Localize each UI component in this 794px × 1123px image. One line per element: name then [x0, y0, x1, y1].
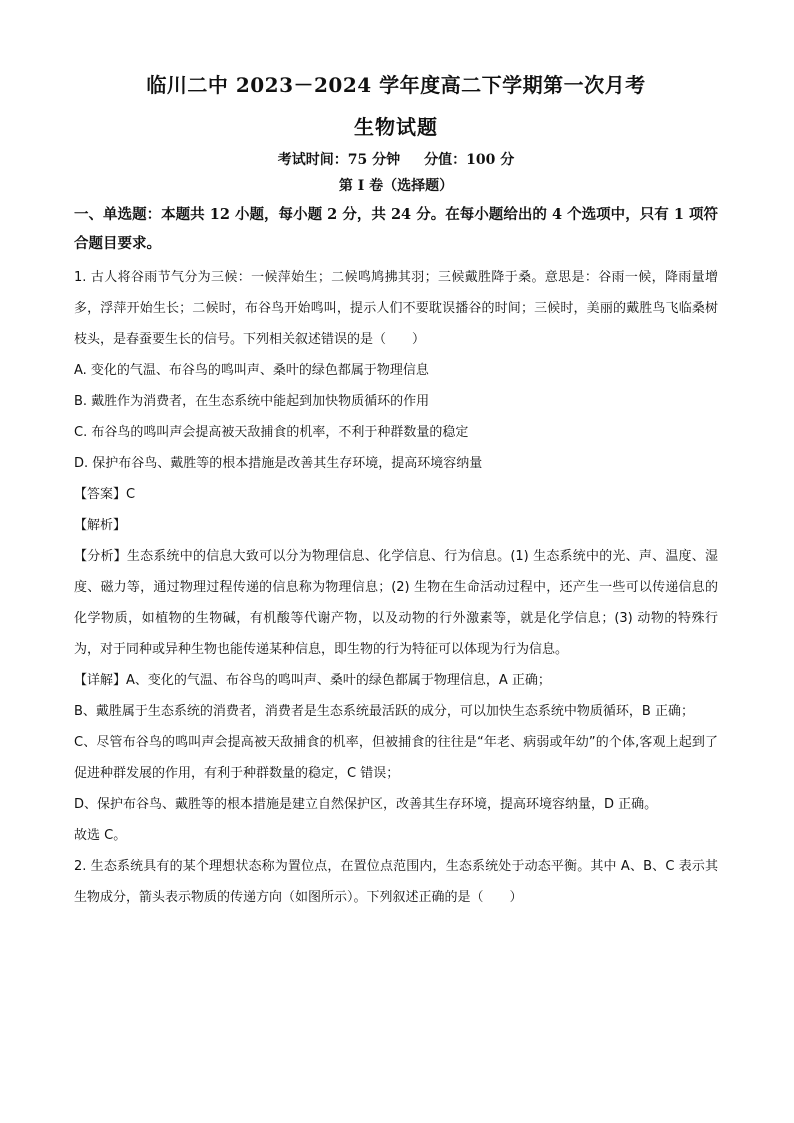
question-1-detail-d: D、保护布谷鸟、戴胜等的根本措施是建立自然保护区，改善其生存环境，提高环境容纳量，D 正确。 [74, 797, 658, 812]
question-1-option-d: D. 保护布谷鸟、戴胜等的根本措施是改善其生存环境，提高环境容纳量 [74, 456, 483, 471]
exam-time: 考试时间：75 分钟 [277, 152, 401, 168]
exam-title: 临川二中 2023－2024 学年度高二下学期第一次月考 [146, 73, 646, 97]
question-1-answer: 【答案】C [74, 487, 136, 502]
question-1-detail-a: 【详解】A、变化的气温、布谷鸟的鸣叫声、桑叶的绿色都属于物理信息，A 正确； [74, 673, 551, 688]
section-heading: 一、单选题：本题共 12 小题，每小题 2 分，共 24 分。在每小题给出的 4 个选项中，只有 1 项符合题目要求。 [74, 206, 718, 252]
question-2-stem: 2. 生态系统具有的某个理想状态称为置位点，在置位点范围内，生态系统处于动态平衡。其中 A、B、C 表示其生物成分，箭头表示物质的传递方向（如图所示）。下列叙述正确的是（ ） [74, 859, 718, 905]
exam-meta [74, 150, 718, 170]
exam-subject: 生物试题 [354, 115, 438, 139]
question-1-detail-b: B、戴胜属于生态系统的消费者，消费者是生态系统最活跃的成分，可以加快生态系统中物质循环，B 正确； [74, 704, 694, 719]
question-1-conclusion: 故选 C。 [74, 828, 127, 843]
question-1-option-a: A. 变化的气温、布谷鸟的鸣叫声、桑叶的绿色都属于物理信息 [74, 363, 429, 378]
question-1-analysis-label: 【解析】 [74, 518, 127, 533]
question-1-detail-c: C、尽管布谷鸟的鸣叫声会提高被天敌捕食的机率，但被捕食的往往是“年老、病弱或年幼”的个体,客观上起到了促进种群发展的作用，有利于种群数量的稳定，C 错误； [74, 735, 718, 781]
question-1 [74, 262, 718, 851]
question-1-analysis: 【分析】生态系统中的信息大致可以分为物理信息、化学信息、行为信息。(1) 生态系统中的光、声、温度、湿度、磁力等，通过物理过程传递的信息称为物理信息；(2) 生物在生命活动过程中，还产生一些可以传递信息的化学物质，如植物的生物碱，有机酸等代谢产物，以及动物的行外激素等，就是化学信息；(3) 动物的特殊行为，对于同种或异种生物也能传递某种信息，即生物的行为特征可以体现为行为信息。 [74, 549, 718, 657]
question-1-stem: 1. 古人将谷雨节气分为三候：一候萍始生；二候鸣鸠拂其羽；三候戴胜降于桑。意思是：谷雨一候，降雨量增多，浮萍开始生长；二候时，布谷鸟开始鸣叫，提示人们不要耽误播谷的时间；三候时，美丽的戴胜鸟飞临桑树枝头，是春蚕要生长的信号。下列相关叙述错误的是（ ） [74, 270, 718, 347]
question-1-option-b: B. 戴胜作为消费者，在生态系统中能起到加快物质循环的作用 [74, 394, 430, 409]
question-1-option-c: C. 布谷鸟的鸣叫声会提高被天敌捕食的机率，不利于种群数量的稳定 [74, 425, 469, 440]
question-2 [74, 851, 718, 913]
exam-score: 分值：100 分 [424, 152, 515, 168]
volume-heading: 第 I 卷（选择题） [338, 178, 454, 194]
